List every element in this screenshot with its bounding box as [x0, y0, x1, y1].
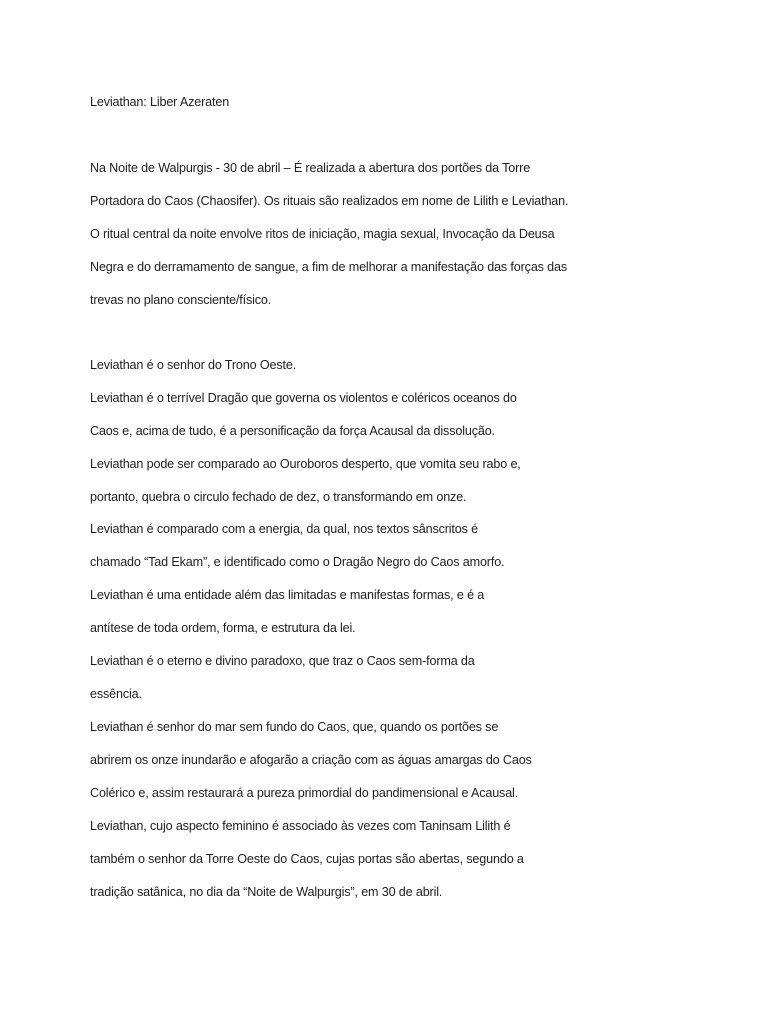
paragraph-2-line: chamado “Tad Ekam”, e identificado como o Dragão Negro do Caos amorfo.	[90, 555, 505, 569]
paragraph-2-line: Colérico e, assim restaurará a pureza primordial do pandimensional e Acausal.	[90, 786, 519, 800]
paragraph-2-line: Leviathan é comparado com a energia, da qual, nos textos sânscritos é	[90, 522, 478, 536]
paragraph-2-line: portanto, quebra o circulo fechado de dez, o transformando em onze.	[90, 490, 467, 504]
document-title: Leviathan: Liber Azeraten	[90, 95, 230, 109]
paragraph-2-line: Leviathan é o senhor do Trono Oeste.	[90, 358, 297, 372]
paragraph-2-line: Caos e, acima de tudo, é a personificação da força Acausal da dissolução.	[90, 424, 495, 438]
paragraph-2-line: Leviathan é o eterno e divino paradoxo, que traz o Caos sem-forma da	[90, 654, 475, 668]
paragraph-2-line: essência.	[90, 687, 142, 701]
paragraph-2-line: tradição satânica, no dia da “Noite de Walpurgis”, em 30 de abril.	[90, 885, 443, 899]
paragraph-2-line: Leviathan é uma entidade além das limitadas e manifestas formas, e é a	[90, 588, 485, 602]
paragraph-2-line: antítese de toda ordem, forma, e estrutura da lei.	[90, 621, 356, 635]
paragraph-2-line: também o senhor da Torre Oeste do Caos, cujas portas são abertas, segundo a	[90, 852, 524, 866]
paragraph-1-line: trevas no plano consciente/físico.	[90, 293, 272, 307]
paragraph-1-line: O ritual central da noite envolve ritos de iniciação, magia sexual, Invocação da Deusa	[90, 227, 555, 241]
paragraph-2-line: abrirem os onze inundarão e afogarão a criação com as águas amargas do Caos	[90, 753, 532, 767]
paragraph-2-line: Leviathan é senhor do mar sem fundo do Caos, que, quando os portões se	[90, 720, 499, 734]
paragraph-1-line: Portadora do Caos (Chaosifer). Os rituais são realizados em nome de Lilith e Leviathan.	[90, 194, 569, 208]
paragraph-2-line: Leviathan, cujo aspecto feminino é associado às vezes com Taninsam Lilith é	[90, 819, 511, 833]
paragraph-1-line: Na Noite de Walpurgis - 30 de abril – É realizada a abertura dos portões da Torre	[90, 161, 531, 175]
paragraph-2-line: Leviathan é o terrível Dragão que governa os violentos e coléricos oceanos do	[90, 391, 517, 405]
paragraph-1-line: Negra e do derramamento de sangue, a fim de melhorar a manifestação das forças das	[90, 260, 568, 274]
paragraph-2-line: Leviathan pode ser comparado ao Ouroboros desperto, que vomita seu rabo e,	[90, 457, 521, 471]
